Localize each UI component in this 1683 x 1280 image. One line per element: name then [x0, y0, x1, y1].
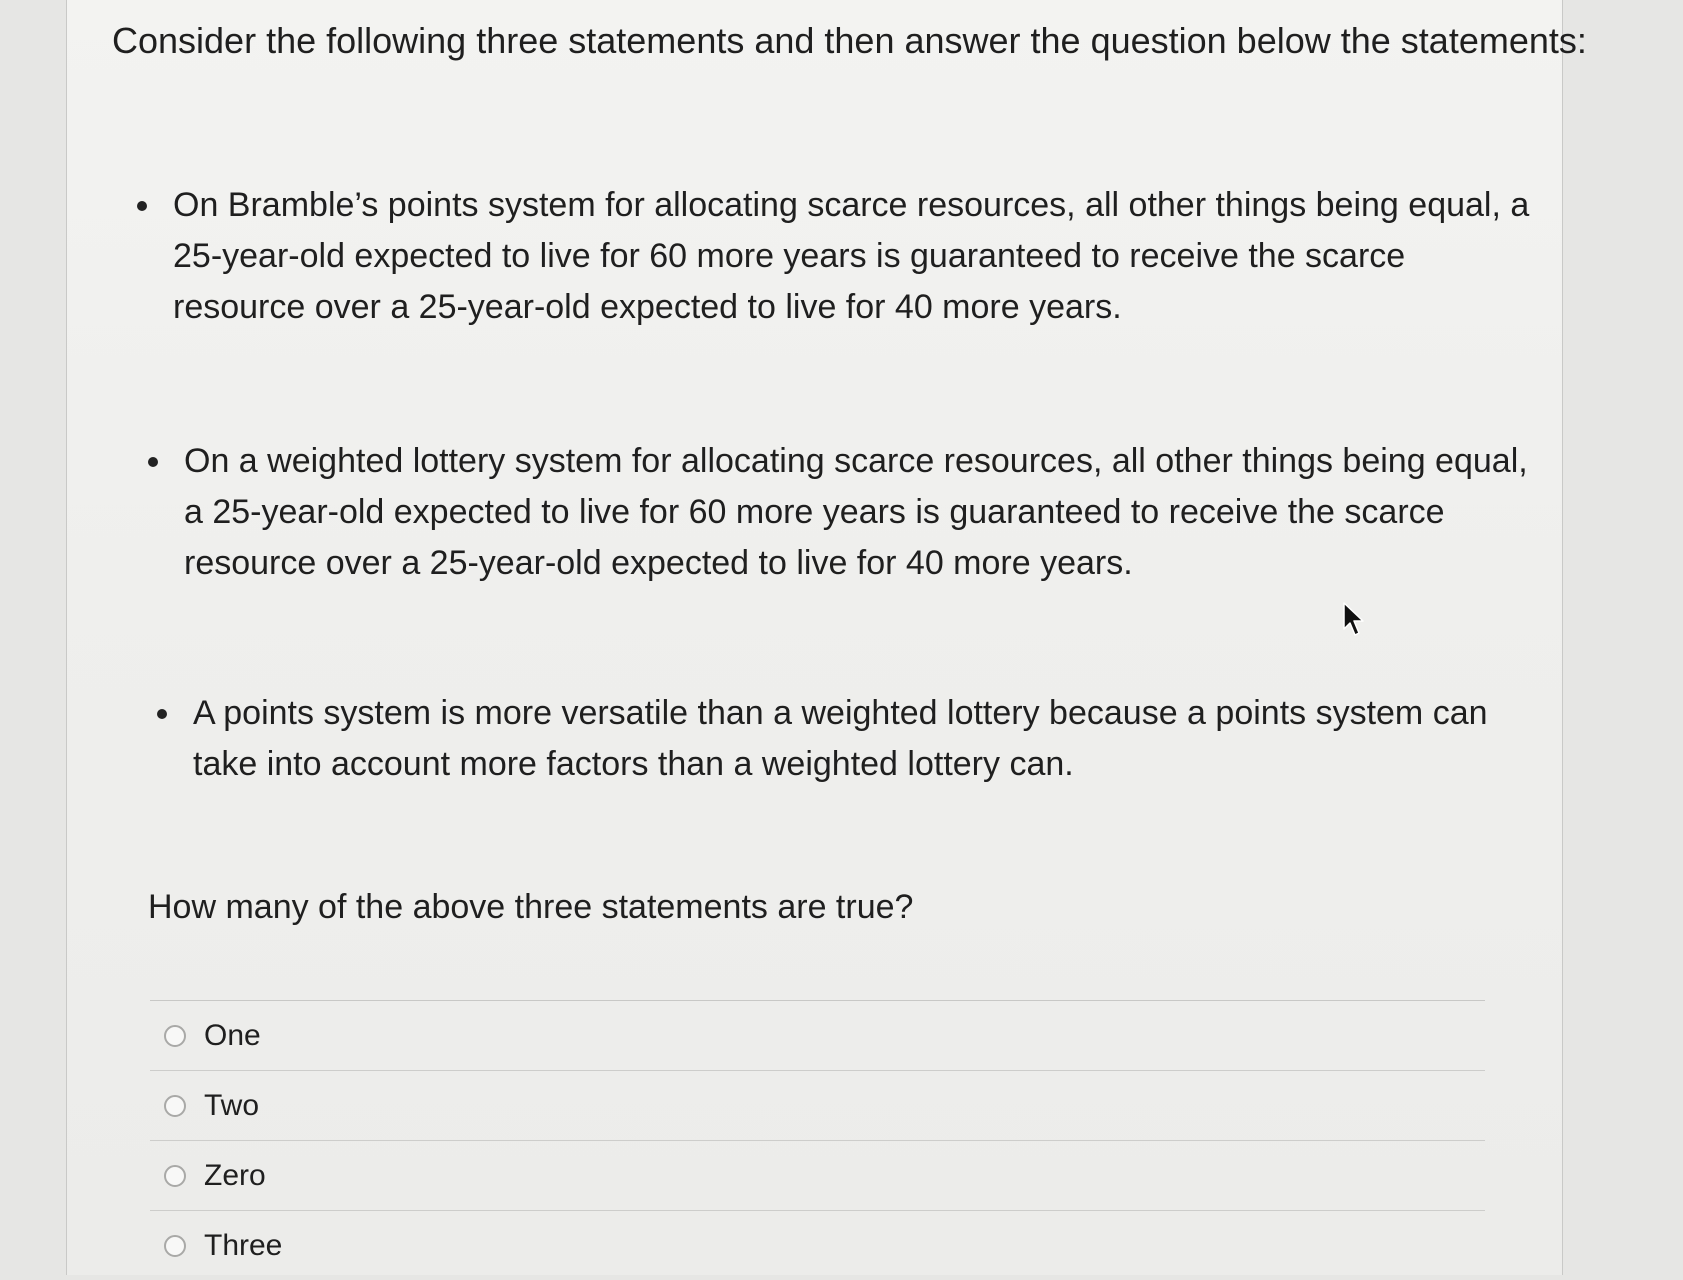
- statement-3: [193, 688, 1488, 790]
- radio-button-icon[interactable]: [164, 1095, 186, 1117]
- bullet-dot-icon: [137, 201, 147, 211]
- statement-line: resource over a 25-year-old expected to live for 40 more years.: [184, 544, 1133, 582]
- radio-button-icon[interactable]: [164, 1235, 186, 1257]
- mouse-pointer-icon: [1342, 602, 1366, 638]
- answer-option-one[interactable]: [150, 1001, 1485, 1071]
- answer-option-label[interactable]: Zero: [204, 1158, 266, 1192]
- statement-line: A points system is more versatile than a weighted lottery because a points system can: [193, 694, 1488, 732]
- statement-line: On Bramble’s points system for allocating scarce resources, all other things being equal, a: [173, 186, 1530, 224]
- statement-1: [173, 180, 1529, 333]
- question-text: How many of the above three statements are true?: [148, 888, 914, 926]
- answer-option-two[interactable]: [150, 1071, 1485, 1141]
- statement-line: resource over a 25-year-old expected to live for 40 more years.: [173, 288, 1122, 326]
- statement-line: On a weighted lottery system for allocating scarce resources, all other things being equal,: [184, 442, 1528, 480]
- question-prompt: Consider the following three statements and then answer the question below the statements:: [112, 20, 1587, 61]
- answer-option-label[interactable]: Two: [204, 1088, 260, 1122]
- radio-button-icon[interactable]: [164, 1025, 186, 1047]
- bullet-dot-icon: [148, 457, 158, 467]
- answer-option-three[interactable]: [150, 1211, 1485, 1280]
- answer-options: [150, 1000, 1485, 1280]
- answer-option-zero[interactable]: [150, 1141, 1485, 1211]
- statement-line: take into account more factors than a weighted lottery can.: [193, 745, 1074, 783]
- answer-option-label[interactable]: One: [204, 1018, 261, 1052]
- statement-line: a 25-year-old expected to live for 60 more years is guaranteed to receive the scarce: [184, 493, 1445, 531]
- radio-button-icon[interactable]: [164, 1165, 186, 1187]
- statement-line: 25-year-old expected to live for 60 more years is guaranteed to receive the scarce: [173, 237, 1406, 275]
- statement-2: [184, 436, 1528, 589]
- bullet-dot-icon: [157, 709, 167, 719]
- answer-option-label[interactable]: Three: [204, 1228, 283, 1262]
